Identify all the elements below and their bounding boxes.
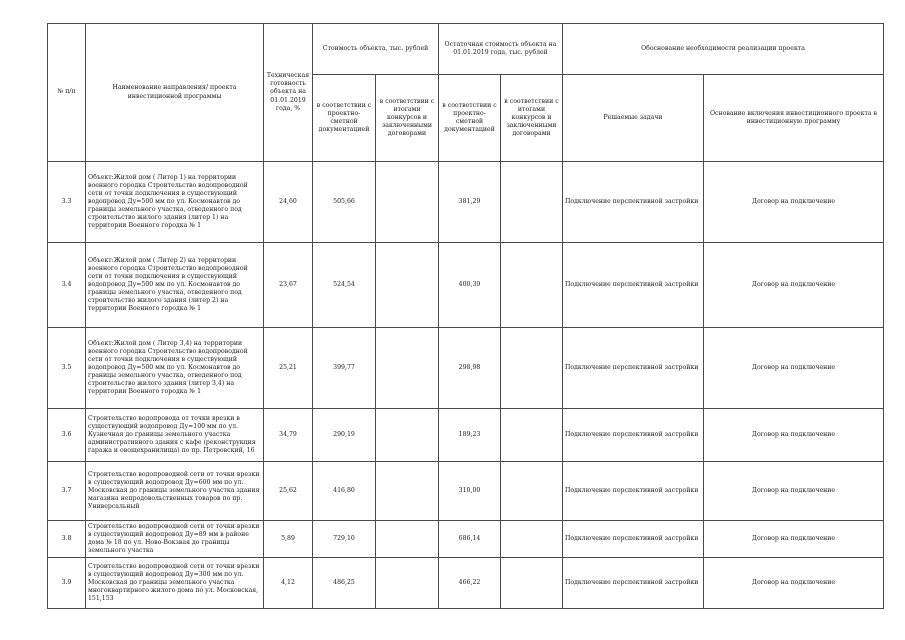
table-row (48, 558, 884, 609)
row-basis: Договор на подключение (704, 558, 884, 609)
table-row (48, 162, 884, 243)
table-row (48, 462, 884, 521)
row-cost-contracts (376, 243, 439, 328)
row-readiness: 24,60 (264, 162, 313, 243)
row-readiness: 5,89 (264, 521, 313, 558)
row-residual-contracts (501, 243, 563, 328)
row-residual-contracts (501, 558, 563, 609)
row-cost-design: 399,77 (313, 328, 376, 409)
row-cost-contracts (376, 558, 439, 609)
row-num: 3.9 (48, 558, 86, 609)
table-row (48, 328, 884, 409)
row-task: Подключение перспективной застройки (563, 521, 704, 558)
row-project-name: Строительство водопровода от точки врезки в существующий водопровод Ду=100 мм по ул. Кузнечная до границы земельного участка административного здания с кафе (реконструкция гаража и овощехранилища) по пр. Петровский, 16 (86, 409, 264, 462)
header-tasks: Решаемые задачи (563, 75, 704, 162)
row-residual-design: 466,22 (439, 558, 501, 609)
header-cost-group: Стоимость объекта, тыс. рублей (313, 24, 439, 75)
row-residual-design: 310,00 (439, 462, 501, 521)
header-readiness: Техническая готовность объекта на 01.01.2019 года, % (264, 24, 313, 162)
row-residual-design: 381,29 (439, 162, 501, 243)
row-task: Подключение перспективной застройки (563, 409, 704, 462)
row-cost-contracts (376, 521, 439, 558)
row-residual-design: 189,23 (439, 409, 501, 462)
row-task: Подключение перспективной застройки (563, 558, 704, 609)
row-project-name: Объект:Жилой дом ( Литер 3,4) на территории военного городка Строительство водопроводной сети от точки подключения в существующий водопровод Ду=500 мм по ул. Космонавтов до границы земельного участка, отведенного под строительство жилого здания (литер 3,4) на территории Военного городка № 1 (86, 328, 264, 409)
row-residual-contracts (501, 521, 563, 558)
table-row (48, 409, 884, 462)
row-num: 3.7 (48, 462, 86, 521)
row-readiness: 23,67 (264, 243, 313, 328)
table-row (48, 243, 884, 328)
header-cost-contracts: в соответствии с итогами конкурсов и заключенными договорами (376, 75, 439, 162)
header-residual-contracts: в соответствии с итогами конкурсов и заключенными договорами (501, 75, 563, 162)
investment-program-table (47, 23, 884, 609)
row-residual-contracts (501, 409, 563, 462)
row-residual-design: 686,14 (439, 521, 501, 558)
row-num: 3.4 (48, 243, 86, 328)
row-cost-design: 729,10 (313, 521, 376, 558)
row-task: Подключение перспективной застройки (563, 462, 704, 521)
row-residual-contracts (501, 162, 563, 243)
row-cost-contracts (376, 162, 439, 243)
row-project-name: Строительство водопроводной сети от точки врезки в существующий водопровод Ду=600 мм по ул. Московская до границы земельного участка здания магазина непродовольственных товаров по пр. Универсальный (86, 462, 264, 521)
table-row (48, 521, 884, 558)
row-residual-design: 298,98 (439, 328, 501, 409)
row-num: 3.3 (48, 162, 86, 243)
row-basis: Договор на подключение (704, 521, 884, 558)
row-cost-contracts (376, 328, 439, 409)
row-cost-contracts (376, 462, 439, 521)
header-residual-group: Остаточная стоимость объекта на 01.01.2019 года, тыс. рублей (439, 24, 563, 75)
row-cost-design: 290,19 (313, 409, 376, 462)
header-residual-design: в соответствии с проектно-сметной документацией (439, 75, 501, 162)
row-task: Подключение перспективной застройки (563, 328, 704, 409)
row-readiness: 25,21 (264, 328, 313, 409)
row-project-name: Строительство водопроводной сети от точки врезки в существующий водопровод Ду=300 мм по ул. Московская до границы земельного участка многоквартирного жилого дома по ул. Московская, 151,153 (86, 558, 264, 609)
header-cost-design: в соответствии с проектно-сметной документацией (313, 75, 376, 162)
row-project-name: Объект:Жилой дом ( Литер 2) на территории военного городка Строительство водопроводной сети от точки подключения в существующий водопровод Ду=500 мм по ул. Космонавтов до границы земельного участка, отведенного под строительство жилого здания (литер 2) на территории Военного городка № 1 (86, 243, 264, 328)
row-basis: Договор на подключение (704, 243, 884, 328)
header-name: Наименование направления/ проекта инвестиционной программы (86, 24, 264, 162)
row-cost-design: 524,54 (313, 243, 376, 328)
row-basis: Договор на подключение (704, 328, 884, 409)
row-cost-contracts (376, 409, 439, 462)
header-basis: Основание включения инвестиционного проекта в инвестиционную программу (704, 75, 884, 162)
row-residual-design: 400,39 (439, 243, 501, 328)
header-row-1 (48, 24, 884, 75)
row-readiness: 25,62 (264, 462, 313, 521)
header-rationale-group: Обоснование необходимости реализации проекта (563, 24, 884, 75)
row-task: Подключение перспективной застройки (563, 243, 704, 328)
row-task: Подключение перспективной застройки (563, 162, 704, 243)
row-readiness: 34,79 (264, 409, 313, 462)
row-cost-design: 486,25 (313, 558, 376, 609)
row-cost-design: 505,66 (313, 162, 376, 243)
row-readiness: 4,12 (264, 558, 313, 609)
row-residual-contracts (501, 328, 563, 409)
row-basis: Договор на подключение (704, 162, 884, 243)
row-num: 3.6 (48, 409, 86, 462)
row-cost-design: 416,80 (313, 462, 376, 521)
header-num: № п/п (48, 24, 86, 162)
row-residual-contracts (501, 462, 563, 521)
row-project-name: Объект:Жилой дом ( Литер 1) на территории военного городка Строительство водопроводной сети от точки подключения в существующий водопровод Ду=500 мм по ул. Космонавтов до границы земельного участка, отведенного под строительство жилого здания (литер 1) на территории Военного городка № 1 (86, 162, 264, 243)
row-basis: Договор на подключение (704, 409, 884, 462)
row-project-name: Строительство водопроводной сети от точки врезки в существующий водопровод Ду=89 мм в районе дома № 18 по ул. Ново-Вокзвая до границы земельного участка (86, 521, 264, 558)
row-basis: Договор на подключение (704, 462, 884, 521)
row-num: 3.8 (48, 521, 86, 558)
row-num: 3.5 (48, 328, 86, 409)
